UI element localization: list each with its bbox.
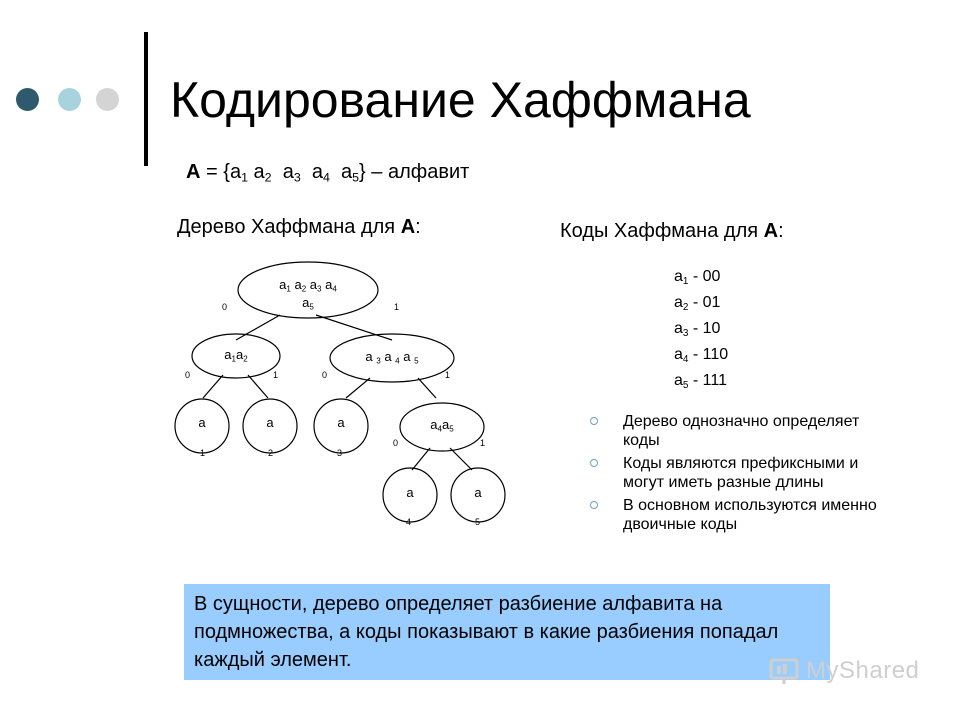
alphabet-elem: a xyxy=(311,161,323,183)
bullet-item xyxy=(588,454,878,492)
slide-title: Кодирование Хаффмана xyxy=(170,72,751,128)
bullet-item xyxy=(588,412,878,450)
edge-45-right xyxy=(450,448,472,470)
alphabet-elem: a xyxy=(341,161,353,183)
code-value: - 01 xyxy=(688,294,721,311)
alphabet-elem: a xyxy=(253,161,265,183)
bullet-ring-icon xyxy=(590,459,598,467)
alphabet-idx: 5 xyxy=(352,170,360,185)
leaf-index: 3 xyxy=(337,448,343,458)
bit-label: 0 xyxy=(393,438,399,448)
bullet-item xyxy=(588,496,878,534)
leaf-index: 5 xyxy=(475,517,481,527)
alphabet-elem: a xyxy=(229,161,242,183)
code-sym: a xyxy=(674,346,683,363)
code-idx: 1 xyxy=(682,275,689,287)
bit-label: 0 xyxy=(185,370,191,380)
edge-12-right xyxy=(248,375,268,398)
alphabet-idx: 3 xyxy=(293,170,301,185)
bullet-ring-icon xyxy=(590,417,598,425)
code-sym: a xyxy=(674,294,683,311)
leaf-index: 2 xyxy=(268,448,274,458)
leaf-a5-label: a xyxy=(474,485,482,500)
code-row xyxy=(674,342,728,368)
codes-header-text: Коды Хаффмана для xyxy=(560,220,764,242)
code-row xyxy=(674,264,728,290)
tree-header-text: Дерево Хаффмана для xyxy=(177,216,401,238)
leaf-a1-label: a xyxy=(198,415,206,430)
bullet-text: Дерево однозначно определяет коды xyxy=(623,413,860,449)
summary-note: В сущности, дерево определяет разбиение алфавита на подмножества, а коды показывают в какие разбиения попадал каждый элемент. xyxy=(184,584,830,680)
alphabet-symbol: A xyxy=(186,161,201,183)
alphabet-idx: 1 xyxy=(241,170,248,185)
edge-345-right xyxy=(418,378,436,398)
edge-root-left xyxy=(236,315,280,340)
code-value: - 110 xyxy=(688,346,729,363)
watermark-text: MyShared xyxy=(806,657,920,684)
node-a4a5-label: $a_4a_5$ xyxy=(430,417,454,434)
node-a3a4a5-label: a $_3$ a $_4$ a $_5$ xyxy=(365,349,419,366)
bit-label: 0 xyxy=(322,370,328,380)
code-row xyxy=(674,316,728,342)
bullet-text: Коды являются префиксными и могут иметь разные длины xyxy=(623,455,859,491)
presentation-icon xyxy=(768,656,802,686)
codes-header-set: A xyxy=(763,220,779,242)
code-row xyxy=(674,368,728,394)
edge-345-left xyxy=(346,378,370,398)
bit-label: 1 xyxy=(445,370,451,380)
node-a1a2-label: $a_1a_2$ xyxy=(224,347,248,364)
leaf-index: 4 xyxy=(406,517,412,527)
code-idx: 3 xyxy=(682,327,689,339)
alphabet-idx: 2 xyxy=(264,170,272,185)
codes-list xyxy=(674,264,728,394)
alphabet-elem: a xyxy=(282,161,294,183)
edge-12-left xyxy=(203,375,223,398)
bit-label: 1 xyxy=(480,438,486,448)
bit-label: 0 xyxy=(222,302,228,312)
codes-header-colon: : xyxy=(778,220,784,242)
tree-header-set: A xyxy=(400,216,416,238)
leaf-index: 1 xyxy=(200,448,206,458)
code-sym: a xyxy=(674,268,683,285)
code-sym: a xyxy=(674,320,683,337)
code-row xyxy=(674,290,728,316)
alphabet-idx: 4 xyxy=(322,170,330,185)
edge-root-right xyxy=(316,315,392,340)
code-sym: a xyxy=(674,372,683,389)
code-value: - 10 xyxy=(688,320,721,337)
bit-label: 1 xyxy=(394,302,400,312)
bit-label: 1 xyxy=(273,370,279,380)
code-idx: 2 xyxy=(682,301,689,313)
alphabet-suffix: } – алфавит xyxy=(359,161,470,183)
code-idx: 4 xyxy=(682,353,689,365)
watermark xyxy=(768,656,919,686)
bullet-ring-icon xyxy=(590,501,598,509)
edge-45-left xyxy=(412,448,430,470)
bullet-text: В основном используются именно двоичные коды xyxy=(623,497,877,533)
code-idx: 5 xyxy=(682,379,689,391)
alphabet-equals: = { xyxy=(200,161,230,183)
node-root-label: $a_1$ $a_2$ $a_3$ $a_4$ $a_5$ xyxy=(279,277,337,312)
code-value: - 111 xyxy=(688,372,727,389)
bullet-list xyxy=(588,412,878,538)
leaf-a2-label: a xyxy=(266,415,274,430)
tree-header-colon: : xyxy=(415,216,421,238)
code-value: - 00 xyxy=(688,268,721,285)
leaf-a4-label: a xyxy=(406,485,414,500)
leaf-a3-label: a xyxy=(337,415,345,430)
